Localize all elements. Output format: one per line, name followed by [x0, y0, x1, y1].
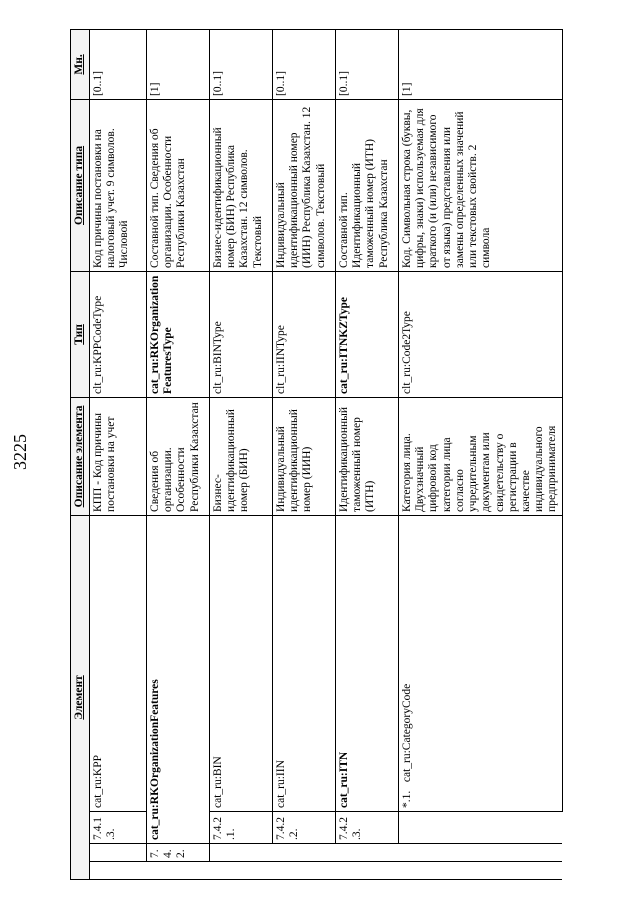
element-name: cat_ru:KPP	[90, 515, 147, 811]
row-number: 7.4.2.1.	[210, 812, 273, 844]
header-mult: Мн.	[71, 29, 90, 99]
indent-cell	[210, 862, 273, 880]
type-name: cat_ru:RKOrganizationFeaturesType	[147, 271, 210, 397]
indent-cell	[90, 844, 147, 862]
multiplicity: [0..1]	[336, 29, 399, 99]
header-type-desc: Описание типа	[71, 99, 90, 271]
type-description: Составной тип. Идентификационный таможенный номер (ИТН) Республика Казахстан	[336, 99, 399, 271]
indent-cell	[90, 862, 147, 880]
element-description: Бизнес-идентификационный номер (БИН)	[210, 397, 273, 515]
element-description: Индивидуальный идентификационный номер (ИИН)	[273, 397, 336, 515]
indent-cell	[210, 844, 273, 862]
rotated-page	[70, 30, 625, 880]
element-name: cat_ru:CategoryCode	[401, 683, 413, 783]
element-description: Сведения об организации. Особенности Республики Казахстан	[147, 397, 210, 515]
type-description: Составной тип. Сведения об организации. Особенности Республики Казахстан	[147, 99, 210, 271]
multiplicity: [0..1]	[210, 29, 273, 99]
indent-cell	[336, 844, 399, 862]
element-name: cat_ru:IIN	[273, 515, 336, 811]
type-description: Индивидуальный идентификационный номер (ИИН) Республика Казахстан. 12 символов. Текстовый	[273, 99, 336, 271]
indent-cell	[399, 812, 563, 844]
multiplicity: [1]	[147, 29, 210, 99]
row-number: 7.4.2.2.	[273, 812, 336, 844]
row-number: *.1.	[401, 790, 413, 808]
type-description: Код. Символьная строка (буквы, цифры, знаки) используемая для краткого (и (или) независимого от языка) представления или замены определенных значений или текстовых свойств. 2 символа	[399, 99, 563, 271]
element-name: cat_ru:ITN	[336, 515, 399, 811]
element-cell	[399, 515, 563, 811]
table-row	[210, 29, 273, 879]
header-element-desc: Описание элемента	[71, 397, 90, 515]
table-row	[399, 29, 563, 879]
indent-cell	[399, 862, 563, 880]
element-description: КПП - Код причины постановки на учет	[90, 397, 147, 515]
element-name: cat_ru:RKOrganizationFeatures	[147, 515, 210, 843]
element-description: Идентификационный таможенный номер (ИТН)	[336, 397, 399, 515]
schema-table	[70, 29, 563, 880]
type-name: clt_ru:KPPCodeType	[90, 271, 147, 397]
type-description: Бизнес-идентификационный номер (БИН) Республика Казахстан. 12 символов. Текстовый	[210, 99, 273, 271]
type-description: Код причины постановки на налоговый учет. 9 символов. Числовой	[90, 99, 147, 271]
table-row	[147, 29, 210, 879]
type-name: clt_ru:IINType	[273, 271, 336, 397]
header-type: Тип	[71, 271, 90, 397]
header-row	[71, 29, 90, 879]
type-name: clt_ru:Code2Type	[399, 271, 563, 397]
row-number: 7.4.2.	[147, 844, 210, 862]
element-description: Категория лица. Двухзначный цифровой код категории лица согласно учредительным документам или свидетельству о регистрации в качестве индивидуального предпринимателя	[399, 397, 563, 515]
row-number: 7.4.1.3.	[90, 812, 147, 844]
type-name: cat_ru:ITNKZType	[336, 271, 399, 397]
page-number: 3225	[10, 434, 30, 470]
multiplicity: [0..1]	[273, 29, 336, 99]
type-name: clt_ru:BINType	[210, 271, 273, 397]
indent-cell	[147, 862, 210, 880]
table-row	[90, 29, 147, 879]
multiplicity: [1]	[399, 29, 563, 99]
indent-cell	[336, 862, 399, 880]
indent-cell	[399, 844, 563, 862]
table-row	[273, 29, 336, 879]
indent-cell	[273, 862, 336, 880]
table-row	[336, 29, 399, 879]
row-number: 7.4.2.3.	[336, 812, 399, 844]
multiplicity: [0..1]	[90, 29, 147, 99]
header-element: Элемент	[71, 515, 90, 879]
element-name: cat_ru:BIN	[210, 515, 273, 811]
indent-cell	[273, 844, 336, 862]
